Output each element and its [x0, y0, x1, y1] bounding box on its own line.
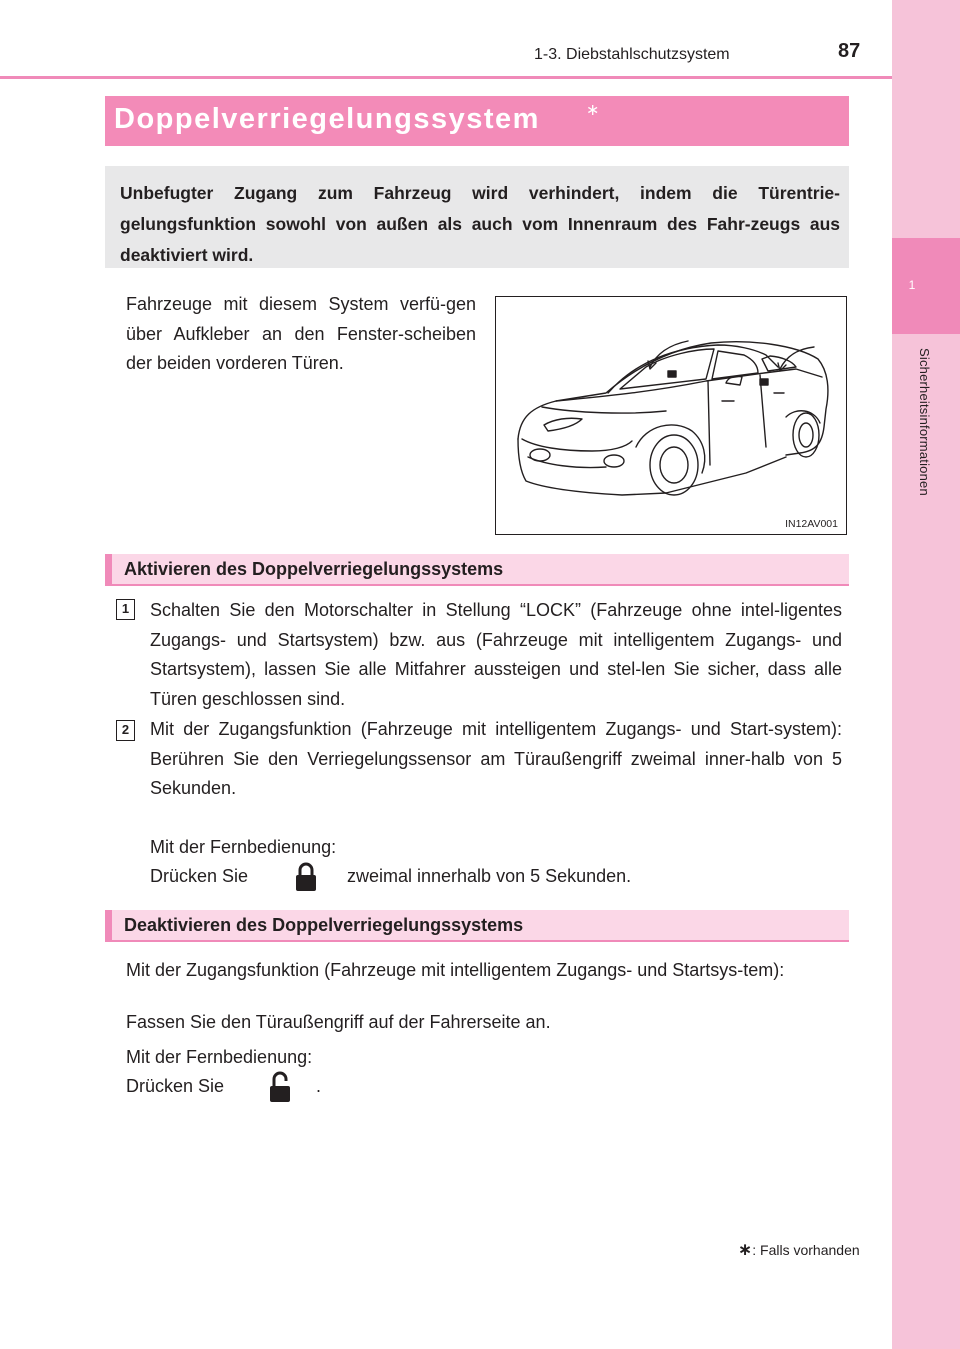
chapter-title: Sicherheitsinformationen	[917, 348, 932, 496]
page-number: 87	[838, 40, 861, 62]
step-2-remote-suffix: zweimal innerhalb von 5 Sekunden.	[347, 866, 632, 886]
car-illustration-figure	[495, 296, 847, 535]
footnote-marker: ∗	[738, 1240, 753, 1259]
activate-heading-label: Aktivieren des Doppelverriegelungssystems	[124, 559, 504, 579]
step-2-text: Mit der Zugangsfunktion (Fahrzeuge mit intelligentem Zugangs- und Start-system): Berühren Sie den Verriegelungssensor am Türaußengriff zweimal inner-halb von 5 Sekunden.	[150, 719, 842, 798]
car-illustration-icon	[496, 297, 846, 534]
step-2-remote-label: Mit der Fernbedienung:	[150, 837, 337, 857]
deactivate-heading	[105, 910, 849, 942]
chapter-sidebar	[892, 0, 960, 1349]
title-footnote-marker: ∗	[586, 102, 600, 119]
deactivate-heading-label: Deaktivieren des Doppelverriegelungssystems	[124, 915, 524, 935]
deactivate-text-2: Fassen Sie den Türaußengriff auf der Fahrerseite an.	[126, 1012, 551, 1032]
intro-text: Unbefugter Zugang zum Fahrzeug wird verhindert, indem die Türentrie-gelungsfunktion sowohl von außen als auch vom Innenraum des Fahr-zeugs aus deaktiviert wird.	[120, 183, 840, 265]
deactivate-remote-prefix: Drücken Sie	[126, 1076, 225, 1096]
step-2-badge: 2	[116, 720, 135, 741]
figure-id: IN12AV001	[785, 518, 838, 530]
unlock-icon	[268, 1071, 292, 1103]
deactivate-remote-label: Mit der Fernbedienung:	[126, 1047, 313, 1067]
system-description: Fahrzeuge mit diesem System verfü-gen über Aufkleber an den Fenster-scheiben der beiden vorderen Türen.	[126, 294, 476, 373]
footnote-text: : Falls vorhanden	[752, 1242, 860, 1258]
chapter-number: 1	[908, 278, 916, 292]
chapter-tab[interactable]	[892, 238, 960, 334]
deactivate-text-1: Mit der Zugangsfunktion (Fahrzeuge mit intelligentem Zugangs- und Startsys-tem):	[126, 960, 785, 980]
step-1-badge: 1	[116, 599, 135, 620]
lock-icon	[294, 862, 318, 892]
section-header: 1-3. Diebstahlschutzsystem	[534, 46, 730, 63]
step-1-text: Schalten Sie den Motorschalter in Stellung “LOCK” (Fahrzeuge ohne intel-ligentes Zugangs- und Startsystem) bzw. aus (Fahrzeuge mit intelligentem Zugangs- und Startsystem), lassen Sie alle Mitfahrer aussteigen und stel-len Sie sicher, dass alle Türen geschlossen sind.	[150, 600, 842, 709]
activate-heading	[105, 554, 849, 586]
step-2-remote-prefix: Drücken Sie	[150, 866, 249, 886]
header-divider	[0, 76, 892, 79]
deactivate-remote-suffix: .	[316, 1076, 322, 1096]
footnote	[738, 1240, 860, 1260]
page-title: Doppelverriegelungssystem	[114, 103, 540, 135]
